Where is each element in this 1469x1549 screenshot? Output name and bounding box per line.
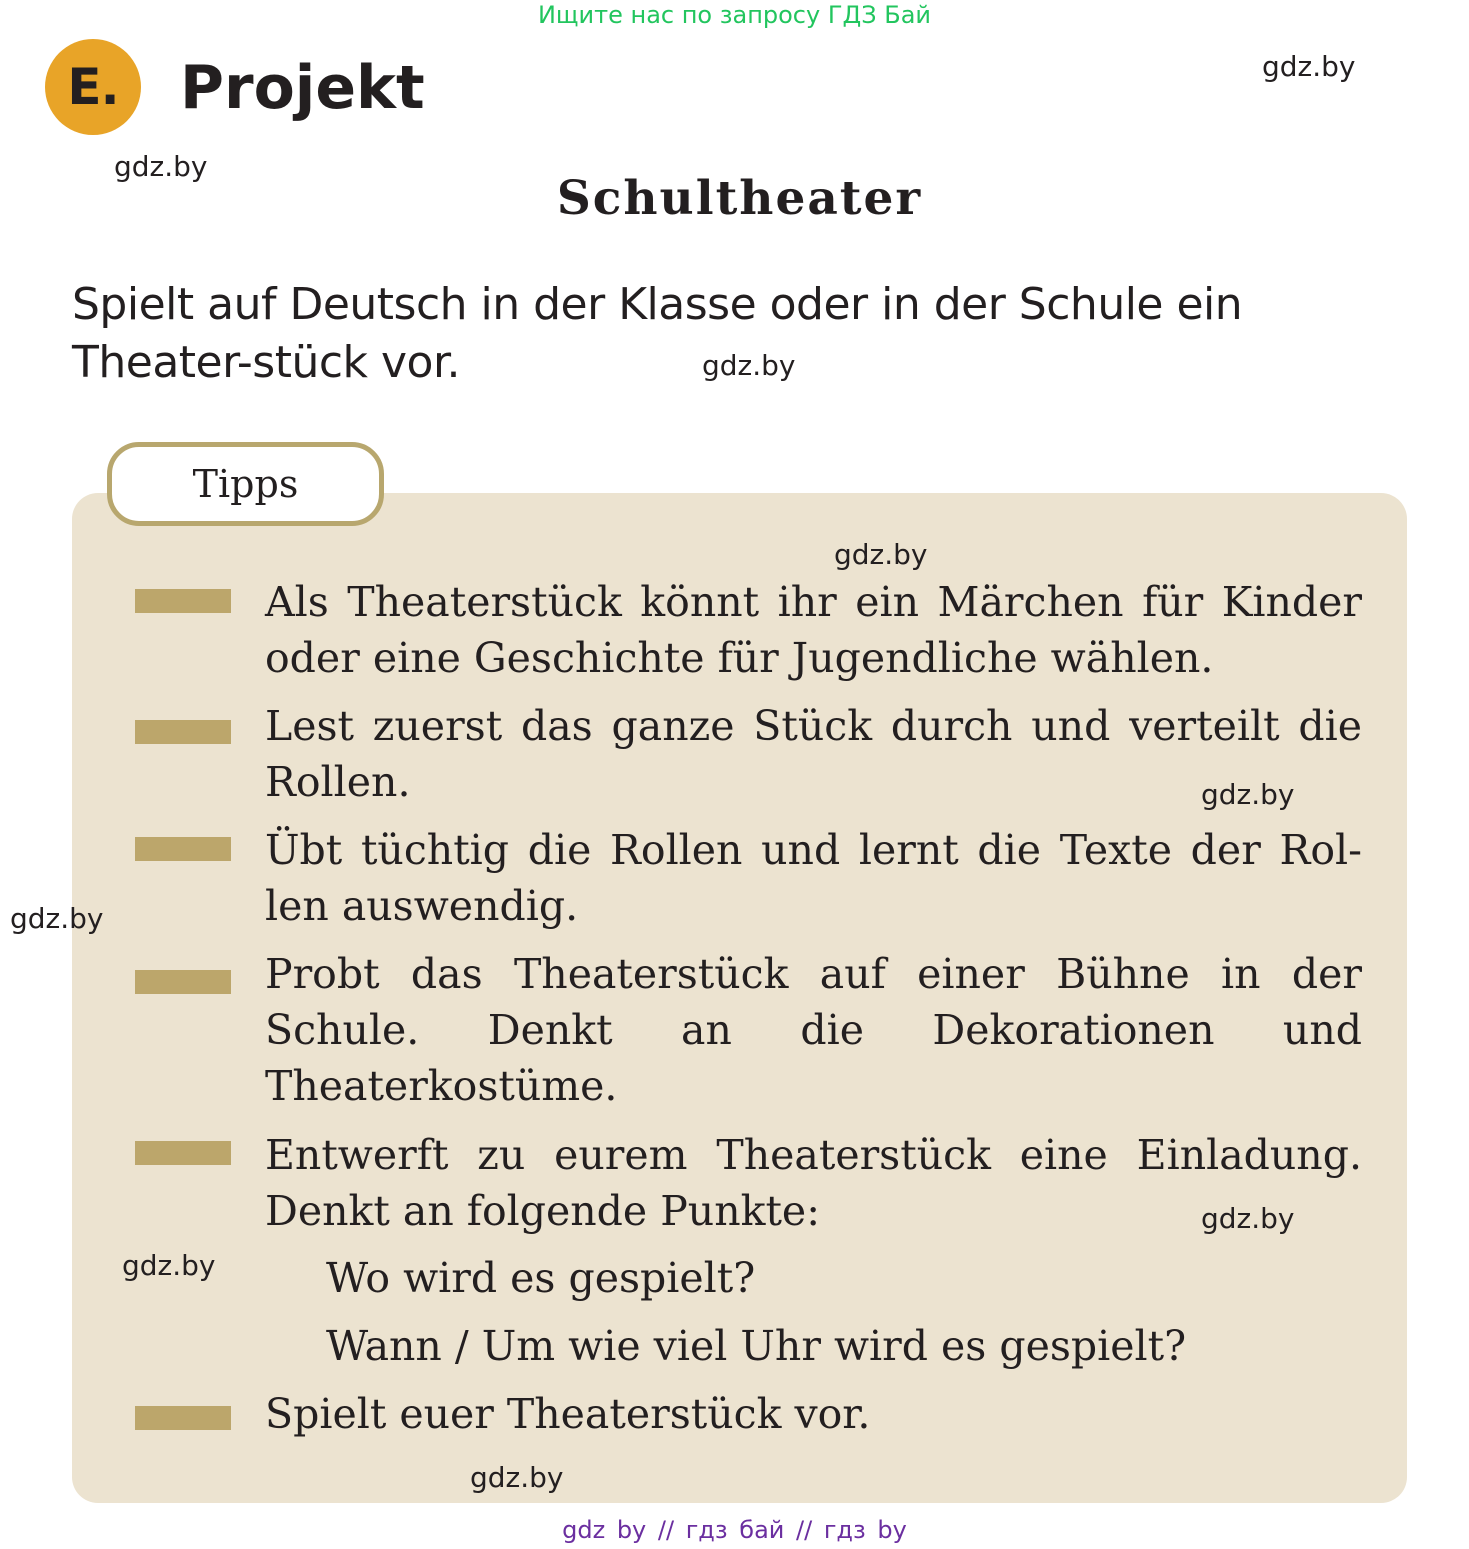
bullet-bar [135, 1141, 231, 1165]
section-title: Projekt [180, 53, 425, 123]
bullet-bar [135, 720, 231, 744]
watermark: gdz.by [834, 538, 928, 571]
watermark: gdz.by [122, 1249, 216, 1282]
bullet-bar [135, 837, 231, 861]
tips-tab-label: Tipps [107, 442, 384, 526]
tip-item: Lest zuerst das ganze Stück durch und verteilt die Rollen. [265, 702, 1362, 806]
task-text: Spielt auf Deutsch in der Klasse oder in der Schule ein Theater-stück vor. [72, 279, 1243, 388]
bullet-bar [135, 970, 231, 994]
question-item: Wann / Um wie viel Uhr wird es gespielt? [326, 1322, 1187, 1370]
tip-item: Probt das Theaterstück auf einer Bühne in der Schule. Denkt an die Dekorationen und Theaterkostüme. [265, 950, 1362, 1110]
watermark: gdz.by [470, 1461, 564, 1494]
question-item: Wo wird es gespielt? [326, 1254, 756, 1302]
watermark: gdz.by [1201, 1202, 1295, 1235]
tip-item: Spielt euer Theaterstück vor. [265, 1390, 871, 1438]
tip-item: Entwerft zu eurem Theaterstück eine Einladung. Denkt an folgende Punkte: [265, 1131, 1362, 1235]
search-banner: Ищите нас по запросу ГДЗ Бай [537, 1, 932, 29]
bullet-bar [135, 1406, 231, 1430]
watermark: gdz.by [702, 349, 796, 382]
tip-item: Übt tüchtig die Rollen und lernt die Texte der Rol-len auswendig. [265, 826, 1362, 930]
watermark: gdz.by [10, 902, 104, 935]
page-title: Schultheater [556, 171, 923, 226]
watermark: gdz.by [114, 150, 208, 183]
footer-links: gdz by // гдз бай // гдз by [562, 1516, 907, 1544]
tip-item: Als Theaterstück könnt ihr ein Märchen für Kinder oder eine Geschichte für Jugendliche wählen. [265, 578, 1362, 682]
section-badge: E. [45, 39, 141, 135]
bullet-bar [135, 589, 231, 613]
watermark: gdz.by [1262, 50, 1356, 83]
watermark: gdz.by [1201, 778, 1295, 811]
